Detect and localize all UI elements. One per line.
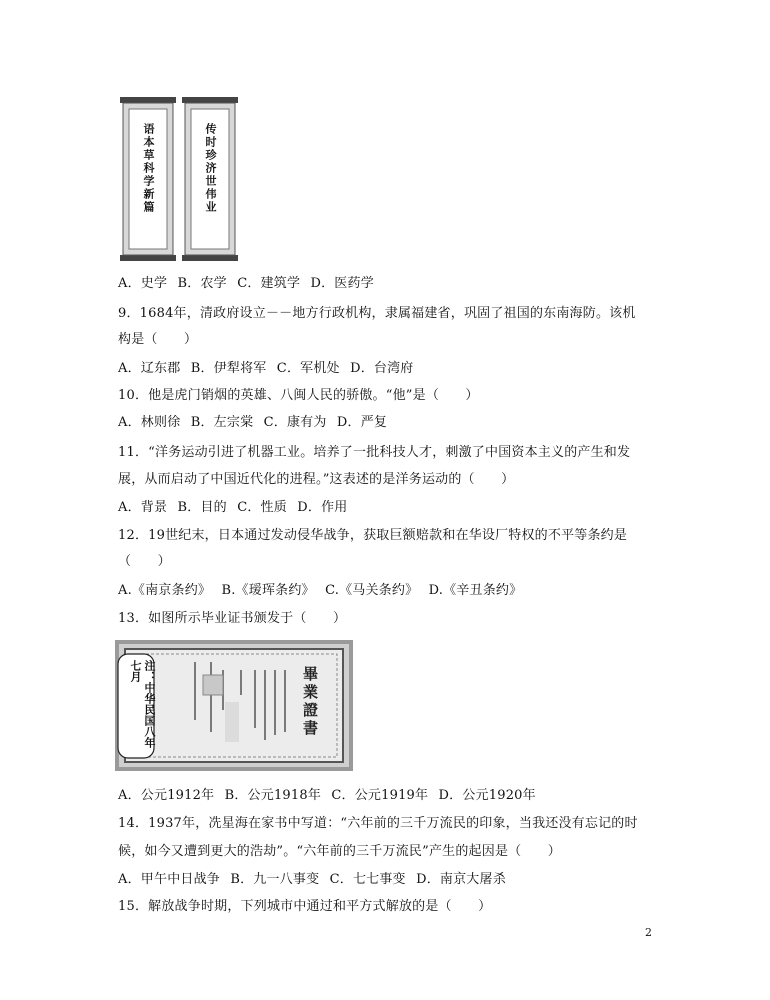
q9-stem-line2: 构是（ ） <box>118 332 198 347</box>
q13-options: A．公元1912年 B．公元1918年 C．公元1919年 D．公元1920年 <box>118 788 536 803</box>
q11-options: A．背景 B．目的 C．性质 D．作用 <box>118 500 348 515</box>
q10-stem: 10．他是虎门销烟的英雄、八闽人民的骄傲。“他”是（ ） <box>118 388 479 403</box>
graduation-certificate-image <box>115 640 353 771</box>
page-number: 2 <box>645 926 652 939</box>
q12-stem-line2: （ ） <box>118 554 171 569</box>
q11-stem-line2: 展，从而启动了中国近代化的进程。”这表述的是洋务运动的（ ） <box>118 472 515 487</box>
certificate-note: 注：中华民国八年七月 <box>129 660 156 748</box>
q12-stem-line1: 12．19世纪末，日本通过发动侵华战争，获取巨额赔款和在华设厂特权的不平等条约是 <box>118 528 628 543</box>
q9-stem-line1: 9．1684年，清政府设立－－地方行政机构，隶属福建省，巩固了祖国的东南海防。该机 <box>118 306 636 321</box>
q9-options: A．辽东郡 B．伊犁将军 C．军机处 D．台湾府 <box>118 361 414 376</box>
couplet-left-text: 语本草科学新篇 <box>142 123 155 214</box>
q14-stem-line2: 候，如今又遭到更大的浩劫”。“六年前的三千万流民”产生的起因是（ ） <box>118 844 561 859</box>
q14-stem-line1: 14．1937年，冼星海在家书中写道：“六年前的三千万流民的印象，当我还没有忘记的时 <box>118 816 638 831</box>
q15-stem: 15．解放战争时期，下列城市中通过和平方式解放的是（ ） <box>118 899 492 914</box>
couplet-scrolls-image <box>118 93 240 265</box>
q14-options: A．甲午中日战争 B．九一八事变 C．七七事变 D．南京大屠杀 <box>118 872 506 887</box>
q12-options: A.《南京条约》 B.《瑷珲条约》 C.《马关条约》 D.《辛丑条约》 <box>118 583 523 598</box>
certificate-title: 畢業證書 <box>301 666 319 738</box>
couplet-right-text: 传时珍济世伟业 <box>204 123 217 214</box>
q8-options: A．史学 B．农学 C．建筑学 D．医药学 <box>118 276 374 291</box>
q11-stem-line1: 11．“洋务运动引进了机器工业。培养了一批科技人才，刺激了中国资本主义的产生和发 <box>118 445 631 460</box>
q13-stem: 13．如图所示毕业证书颁发于（ ） <box>118 611 347 626</box>
q10-options: A．林则徐 B．左宗棠 C．康有为 D．严复 <box>118 415 388 430</box>
